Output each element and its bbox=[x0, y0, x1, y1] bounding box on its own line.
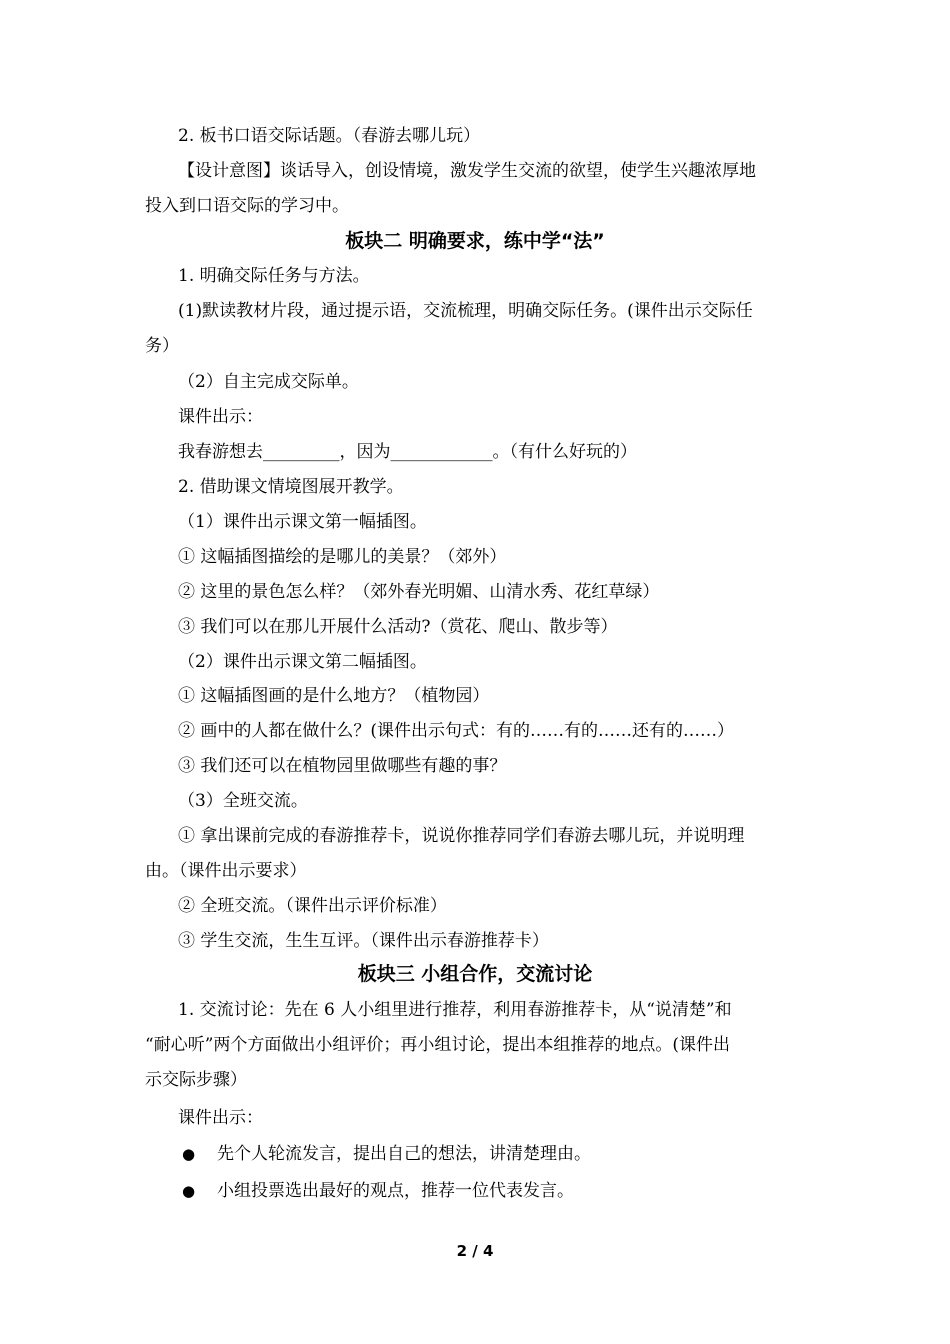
bullet-item: 先个人轮流发言，提出自己的想法，讲清楚理由。 bbox=[217, 1144, 591, 1164]
text-line: ② 全班交流。（课件出示评价标准） bbox=[178, 896, 447, 916]
page-number: 2 / 4 bbox=[456, 1242, 494, 1260]
bullet-item: 小组投票选出最好的观点，推荐一位代表发言。 bbox=[217, 1181, 574, 1201]
text-line: 课件出示： bbox=[178, 1108, 263, 1128]
text-line: （1）课件出示课文第一幅插图。 bbox=[178, 512, 427, 532]
text-line: （2）课件出示课文第二幅插图。 bbox=[178, 652, 427, 672]
text-line: “耐心听”两个方面做出小组评价；再小组讨论，提出本组推荐的地点。(课件出 bbox=[145, 1035, 731, 1055]
text-line: 投入到口语交际的学习中。 bbox=[145, 196, 349, 216]
text-line: （3）全班交流。 bbox=[178, 791, 308, 811]
text-line: 2. 板书口语交际话题。（春游去哪儿玩） bbox=[178, 126, 481, 146]
text-line: 1. 交流讨论：先在 6 人小组里进行推荐，利用春游推荐卡，从“说清楚”和 bbox=[178, 1000, 732, 1020]
text-line: ① 这幅插图画的是什么地方？（植物园） bbox=[178, 686, 490, 706]
design-intent-line: 【设计意图】谈话导入，创设情境，激发学生交流的欲望，使学生兴趣浓厚地 bbox=[178, 161, 756, 181]
text-line: 示交际步骤） bbox=[145, 1070, 247, 1090]
text-line: 1. 明确交际任务与方法。 bbox=[178, 266, 370, 286]
section-heading-2: 板块二 明确要求，练中学“法” bbox=[345, 230, 605, 252]
text-line: ① 拿出课前完成的春游推荐卡，说说你推荐同学们春游去哪儿玩，并说明理 bbox=[178, 826, 745, 846]
bullet-icon: ● bbox=[182, 1182, 196, 1200]
text-line: ③ 我们还可以在植物园里做哪些有趣的事？ bbox=[178, 756, 507, 776]
section-heading-3: 板块三 小组合作，交流讨论 bbox=[357, 963, 593, 985]
fill-in-template: 我春游想去_________，因为____________。（有什么好玩的） bbox=[178, 442, 637, 462]
text-line: ② 这里的景色怎么样？（郊外春光明媚、山清水秀、花红草绿） bbox=[178, 582, 660, 602]
text-line: ③ 学生交流，生生互评。（课件出示春游推荐卡） bbox=[178, 931, 549, 951]
text-line: （2）自主完成交际单。 bbox=[178, 372, 359, 392]
text-line: 由。（课件出示要求） bbox=[145, 861, 307, 881]
text-line: (1)默读教材片段，通过提示语，交流梳理，明确交际任务。(课件出示交际任 bbox=[178, 301, 753, 321]
text-line: ① 这幅插图描绘的是哪儿的美景？（郊外） bbox=[178, 547, 507, 567]
text-line: 2. 借助课文情境图展开教学。 bbox=[178, 477, 404, 497]
bullet-icon: ● bbox=[182, 1145, 196, 1163]
text-line: 课件出示： bbox=[178, 407, 263, 427]
text-line: 务） bbox=[145, 336, 179, 356]
text-line: ③ 我们可以在那儿开展什么活动?（赏花、爬山、散步等） bbox=[178, 617, 618, 637]
text-line: ② 画中的人都在做什么？(课件出示句式：有的……有的……还有的……） bbox=[178, 721, 735, 741]
